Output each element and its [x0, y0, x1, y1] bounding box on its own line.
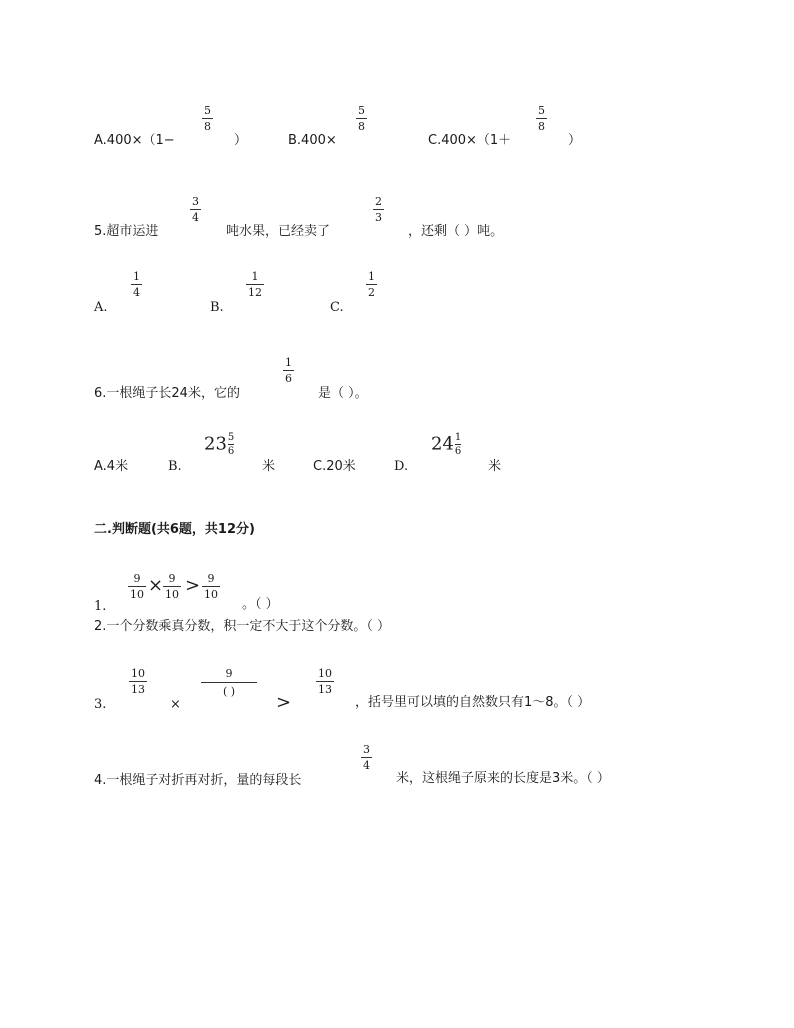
- fraction-denominator: 6: [227, 446, 235, 457]
- fraction-bar: [283, 370, 294, 371]
- mixed-fraction: [455, 432, 461, 457]
- j1-greater-than-sign: >: [185, 575, 201, 596]
- mixed-whole: 23: [204, 433, 227, 455]
- fraction-bar: [316, 681, 334, 682]
- q6-option-b-mixed-number: [204, 432, 234, 457]
- fraction-denominator: 4: [192, 211, 199, 224]
- q5-option-c-fraction: [366, 270, 377, 299]
- j1-fraction-2: [163, 572, 181, 601]
- fraction-numerator: 5: [538, 104, 545, 117]
- fraction-denominator: 10: [130, 588, 144, 601]
- fraction-numerator: 1: [285, 356, 292, 369]
- fraction-bar: [356, 118, 367, 119]
- section-2-title: 二.判断题(共6题，共12分): [94, 522, 255, 537]
- fraction-denominator: 3: [375, 211, 382, 224]
- q6-option-b-unit: 米: [262, 459, 276, 474]
- fraction-denominator: 6: [454, 446, 462, 457]
- fraction-bar: [128, 586, 146, 587]
- j1-fraction-3: [202, 572, 220, 601]
- fraction-numerator: 9: [133, 572, 141, 585]
- fraction-denominator: 13: [131, 683, 145, 696]
- j3-greater-than-sign: >: [276, 692, 292, 713]
- q4-option-c-suffix: ）: [568, 133, 582, 148]
- q5-option-c-label: C.: [330, 300, 344, 315]
- fraction-numerator: 9: [207, 572, 215, 585]
- fraction-denominator: 10: [204, 588, 218, 601]
- fraction-numerator: 1: [133, 270, 140, 283]
- fraction-denominator-blank: ( ): [222, 685, 236, 698]
- fraction-numerator: 3: [363, 743, 370, 756]
- q5-option-b-label: B.: [210, 300, 224, 315]
- fraction-numerator: 5: [227, 432, 235, 443]
- fraction-bar: [129, 681, 147, 682]
- fraction-bar: [202, 586, 220, 587]
- fraction-bar: [202, 118, 213, 119]
- j3-fraction-1: [129, 667, 147, 696]
- fraction-denominator: 2: [368, 286, 375, 299]
- j4-fraction: [361, 743, 372, 772]
- fraction-denominator: 12: [248, 286, 262, 299]
- fraction-bar: [190, 209, 201, 210]
- q5-option-a-fraction: [131, 270, 142, 299]
- fraction-bar: [366, 284, 377, 285]
- fraction-numerator: 10: [131, 667, 145, 680]
- q6-option-d-unit: 米: [488, 459, 502, 474]
- q6-option-d-mixed-number: [431, 432, 461, 457]
- q5-option-b-fraction: [246, 270, 264, 299]
- q5-text-part1: 5.超市运进: [94, 224, 159, 239]
- fraction-bar: [455, 444, 461, 445]
- fraction-denominator: 4: [363, 759, 370, 772]
- q4-option-c-fraction: [536, 104, 547, 133]
- fraction-numerator: 1: [454, 432, 462, 443]
- q6-text-part1: 6.一根绳子长24米，它的: [94, 386, 240, 401]
- fraction-bar: [163, 586, 181, 587]
- q4-option-b-fraction: [356, 104, 367, 133]
- q4-option-c-prefix: C.400×（1＋: [428, 133, 512, 148]
- fraction-numerator: 1: [251, 270, 259, 283]
- fraction-denominator: 4: [133, 286, 140, 299]
- j1-fraction-1: [128, 572, 146, 601]
- j4-text-part1: 4.一根绳子对折再对折，量的每段长: [94, 773, 302, 788]
- q5-text-part3: ，还剩（ ）吨。: [408, 224, 504, 239]
- q4-option-b-prefix: B.400×: [288, 133, 337, 148]
- j3-label: 3.: [94, 697, 107, 712]
- mixed-fraction: [228, 432, 234, 457]
- mixed-whole: 24: [431, 433, 454, 455]
- q6-option-d-label: D.: [394, 459, 409, 474]
- j1-times-sign: ×: [148, 575, 164, 596]
- fraction-denominator: 8: [358, 120, 365, 133]
- q4-option-a-suffix: ）: [234, 133, 248, 148]
- fraction-numerator: 1: [368, 270, 375, 283]
- fraction-numerator: 5: [204, 104, 211, 117]
- j3-fraction-3: [316, 667, 334, 696]
- j1-tail: 。（ ）: [242, 597, 279, 612]
- q4-option-a-fraction: [202, 104, 213, 133]
- fraction-bar: [228, 444, 234, 445]
- q6-fraction: [283, 356, 294, 385]
- q4-option-a-prefix: A.400×（1−: [94, 133, 175, 148]
- fraction-numerator: 5: [358, 104, 365, 117]
- fraction-denominator: 6: [285, 372, 292, 385]
- q5-option-a-label: A.: [94, 300, 108, 315]
- j3-tail: ，括号里可以填的自然数只有1～8。（ ）: [355, 695, 591, 710]
- fraction-bar: [246, 284, 264, 285]
- fraction-bar: [131, 284, 142, 285]
- q5-fraction-2: [373, 195, 384, 224]
- fraction-bar: [536, 118, 547, 119]
- fraction-numerator: 9: [168, 572, 176, 585]
- fraction-denominator: 10: [165, 588, 179, 601]
- fraction-numerator: 9: [225, 667, 233, 680]
- fraction-denominator: 8: [204, 120, 211, 133]
- q6-text-part2: 是（ ）。: [318, 386, 368, 401]
- j3-fraction-blank: [201, 667, 257, 698]
- q6-option-a: A.4米: [94, 459, 129, 474]
- fraction-bar: [201, 682, 257, 683]
- q6-option-c: C.20米: [313, 459, 356, 474]
- q5-text-part2: 吨水果，已经卖了: [226, 224, 331, 239]
- fraction-numerator: 2: [375, 195, 382, 208]
- q5-fraction-1: [190, 195, 201, 224]
- fraction-bar: [361, 757, 372, 758]
- j3-times-sign: ×: [170, 697, 181, 712]
- j1-label: 1.: [94, 599, 107, 614]
- fraction-numerator: 10: [318, 667, 332, 680]
- fraction-bar: [373, 209, 384, 210]
- fraction-denominator: 13: [318, 683, 332, 696]
- fraction-denominator: 8: [538, 120, 545, 133]
- fraction-numerator: 3: [192, 195, 199, 208]
- q6-option-b-label: B.: [168, 459, 182, 474]
- judgement-2: 2.一个分数乘真分数，积一定不大于这个分数。（ ）: [94, 619, 391, 634]
- j4-text-part2: 米，这根绳子原来的长度是3米。（ ）: [396, 771, 610, 786]
